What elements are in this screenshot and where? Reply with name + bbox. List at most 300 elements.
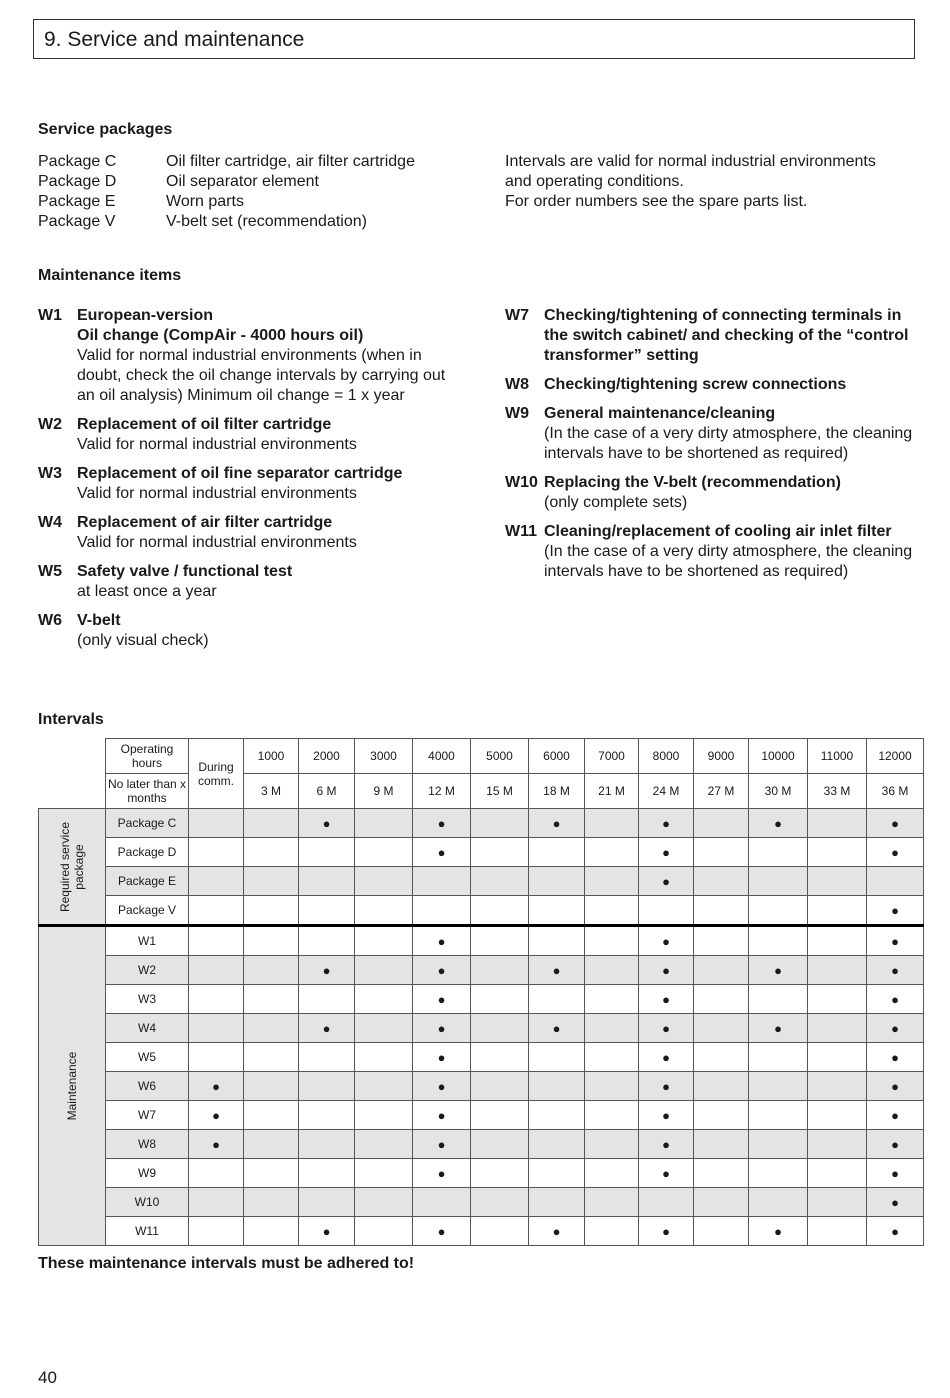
interval-cell (299, 896, 355, 926)
dot-icon: ● (662, 1020, 670, 1036)
interval-cell (244, 1188, 299, 1217)
interval-cell (585, 809, 639, 838)
dot-icon: ● (891, 1078, 899, 1094)
interval-mark (413, 1043, 471, 1072)
maintenance-item-code: W2 (38, 416, 62, 433)
interval-mark (413, 809, 471, 838)
header-months-value: 30 M (749, 774, 808, 809)
interval-cell (244, 867, 299, 896)
interval-cell (355, 1217, 413, 1246)
interval-mark (639, 926, 694, 956)
dot-icon: ● (662, 1223, 670, 1239)
interval-cell (694, 1014, 749, 1043)
interval-mark (639, 956, 694, 985)
interval-cell (694, 867, 749, 896)
interval-cell (471, 809, 529, 838)
interval-cell (471, 1043, 529, 1072)
interval-cell (355, 896, 413, 926)
dot-icon: ● (437, 1049, 446, 1065)
intervals-note (505, 152, 915, 212)
interval-cell (244, 926, 299, 956)
interval-mark (639, 809, 694, 838)
interval-mark (867, 926, 924, 956)
package-name: Package C (38, 153, 117, 170)
interval-cell (808, 896, 867, 926)
interval-mark (639, 838, 694, 867)
intervals-table (38, 738, 924, 1246)
interval-cell (585, 1188, 639, 1217)
interval-cell (299, 1188, 355, 1217)
interval-cell (585, 1217, 639, 1246)
maintenance-item-code: W11 (505, 523, 538, 540)
interval-cell (471, 1072, 529, 1101)
interval-cell (355, 1072, 413, 1101)
maintenance-item-body (77, 562, 448, 602)
dot-icon: ● (891, 1136, 899, 1152)
dot-icon: ● (774, 962, 782, 978)
interval-cell (808, 1043, 867, 1072)
dot-icon: ● (552, 1223, 561, 1239)
interval-mark (413, 838, 471, 867)
interval-cell (808, 926, 867, 956)
table-row (39, 1072, 924, 1101)
maintenance-item-w4 (38, 513, 448, 553)
interval-cell (471, 896, 529, 926)
maintenance-item-text: Valid for normal industrial environments (77, 436, 357, 453)
interval-mark (867, 838, 924, 867)
interval-mark (867, 1101, 924, 1130)
header-hours: 1000 (244, 739, 299, 774)
maintenance-item-title: Replacing the V-belt (recommendation) (544, 474, 841, 491)
interval-mark (867, 1072, 924, 1101)
page-number: 40 (38, 1368, 57, 1387)
interval-mark (867, 896, 924, 926)
interval-mark (867, 1130, 924, 1159)
table-row (39, 1130, 924, 1159)
dot-icon: ● (437, 933, 446, 949)
maintenance-item-text: (In the case of a very dirty atmosphere, the cleaning intervals have to be shortened as required) (544, 543, 913, 580)
interval-cell (189, 1159, 244, 1188)
maintenance-item-w2 (38, 415, 448, 455)
interval-cell (749, 867, 808, 896)
header-during-comm: During comm. (189, 739, 244, 809)
interval-mark (413, 926, 471, 956)
interval-mark (413, 1072, 471, 1101)
interval-cell (189, 838, 244, 867)
maintenance-item-body (77, 464, 448, 504)
interval-cell (299, 867, 355, 896)
interval-cell (299, 1043, 355, 1072)
maintenance-item-text: Valid for normal industrial environments (77, 485, 357, 502)
note-line: For order numbers see the spare parts list. (505, 193, 808, 210)
interval-mark (867, 809, 924, 838)
maintenance-item-body (77, 415, 448, 455)
interval-cell (529, 896, 585, 926)
package-row (38, 192, 415, 212)
header-operating-hours: Operating hours (106, 739, 189, 774)
package-desc: Oil filter cartridge, air filter cartridge (166, 153, 415, 170)
interval-cell (471, 1101, 529, 1130)
maintenance-item-body (544, 522, 915, 582)
package-row (38, 212, 415, 232)
interval-cell (189, 1043, 244, 1072)
page-header (33, 19, 915, 59)
maintenance-items-heading: Maintenance items (38, 267, 182, 284)
interval-mark (639, 1014, 694, 1043)
dot-icon: ● (437, 962, 446, 978)
interval-cell (529, 1101, 585, 1130)
interval-cell (808, 809, 867, 838)
dot-icon: ● (212, 1078, 220, 1094)
interval-mark (867, 1188, 924, 1217)
page-title: 9. Service and maintenance (44, 28, 305, 51)
interval-mark (639, 985, 694, 1014)
dot-icon: ● (662, 933, 670, 949)
row-label: W8 (106, 1130, 189, 1159)
interval-mark (749, 956, 808, 985)
header-months-value: 21 M (585, 774, 639, 809)
row-label: W1 (106, 926, 189, 956)
required-service-package-group (39, 809, 106, 926)
dot-icon: ● (891, 933, 899, 949)
interval-cell (355, 809, 413, 838)
interval-cell (694, 809, 749, 838)
interval-cell (639, 896, 694, 926)
dot-icon: ● (437, 991, 446, 1007)
dot-icon: ● (662, 844, 670, 860)
interval-cell (529, 1159, 585, 1188)
dot-icon: ● (437, 1165, 446, 1181)
interval-cell (749, 1159, 808, 1188)
header-months-value: 24 M (639, 774, 694, 809)
interval-cell (355, 867, 413, 896)
header-months-value: 9 M (355, 774, 413, 809)
interval-cell (244, 1043, 299, 1072)
interval-cell (808, 1130, 867, 1159)
table-header-row (39, 739, 924, 774)
interval-mark (867, 1043, 924, 1072)
header-hours: 4000 (413, 739, 471, 774)
table-row (39, 896, 924, 926)
interval-cell (639, 1188, 694, 1217)
interval-cell (529, 1130, 585, 1159)
interval-cell (471, 1217, 529, 1246)
dot-icon: ● (662, 1049, 670, 1065)
interval-cell (189, 867, 244, 896)
dot-icon: ● (662, 1107, 670, 1123)
interval-mark (639, 1101, 694, 1130)
interval-cell (694, 1188, 749, 1217)
interval-mark (529, 1217, 585, 1246)
maintenance-item-w11 (505, 522, 915, 582)
interval-cell (808, 985, 867, 1014)
interval-cell (189, 896, 244, 926)
interval-mark (639, 1217, 694, 1246)
maintenance-item-w7 (505, 306, 915, 366)
interval-cell (299, 1072, 355, 1101)
interval-mark (749, 1217, 808, 1246)
table-row (39, 809, 924, 838)
interval-cell (413, 867, 471, 896)
package-name: Package E (38, 193, 116, 210)
dot-icon: ● (212, 1107, 220, 1123)
interval-mark (867, 1159, 924, 1188)
dot-icon: ● (322, 1223, 331, 1239)
interval-cell (189, 1014, 244, 1043)
maintenance-item-w8 (505, 375, 915, 395)
header-hours: 6000 (529, 739, 585, 774)
interval-cell (355, 838, 413, 867)
maintenance-item-code: W5 (38, 563, 62, 580)
maintenance-item-code: W10 (505, 474, 538, 491)
maintenance-item-w5 (38, 562, 448, 602)
interval-cell (694, 838, 749, 867)
interval-cell (585, 838, 639, 867)
interval-cell (244, 809, 299, 838)
maintenance-item-title: Checking/tightening of connecting terminals in the switch cabinet/ and checking of the “control transformer” setting (544, 307, 909, 364)
maintenance-item-body (77, 306, 448, 406)
header-hours: 8000 (639, 739, 694, 774)
interval-cell (749, 896, 808, 926)
dot-icon: ● (662, 991, 670, 1007)
interval-cell (749, 1130, 808, 1159)
dot-icon: ● (437, 1107, 446, 1123)
interval-mark (299, 1014, 355, 1043)
interval-cell (355, 1014, 413, 1043)
interval-mark (867, 985, 924, 1014)
maintenance-item-w3 (38, 464, 448, 504)
interval-cell (244, 1101, 299, 1130)
interval-cell (694, 896, 749, 926)
interval-cell (471, 1130, 529, 1159)
interval-cell (299, 985, 355, 1014)
dot-icon: ● (437, 1136, 446, 1152)
header-months-value: 33 M (808, 774, 867, 809)
dot-icon: ● (437, 1078, 446, 1094)
maintenance-item-text: (In the case of a very dirty atmosphere, the cleaning intervals have to be shortened as required) (544, 425, 913, 462)
table-corner (39, 739, 106, 809)
interval-cell (471, 956, 529, 985)
package-row (38, 152, 415, 172)
dot-icon: ● (891, 962, 899, 978)
interval-cell (189, 956, 244, 985)
interval-cell (529, 926, 585, 956)
interval-cell (529, 985, 585, 1014)
table-row (39, 926, 924, 956)
row-label: W4 (106, 1014, 189, 1043)
interval-mark (749, 809, 808, 838)
row-label: W3 (106, 985, 189, 1014)
header-months-value: 36 M (867, 774, 924, 809)
maintenance-item-body (544, 404, 915, 464)
header-months: No later than x months (106, 774, 189, 809)
interval-cell (694, 1130, 749, 1159)
dot-icon: ● (891, 1107, 899, 1123)
maintenance-group (39, 926, 106, 1246)
maintenance-item-w10 (505, 473, 915, 513)
interval-mark (639, 867, 694, 896)
maintenance-item-w1 (38, 306, 448, 406)
table-row (39, 867, 924, 896)
interval-cell (355, 1130, 413, 1159)
header-hours: 2000 (299, 739, 355, 774)
interval-mark (413, 1130, 471, 1159)
header-months-value: 12 M (413, 774, 471, 809)
interval-mark (189, 1130, 244, 1159)
interval-mark (413, 985, 471, 1014)
maintenance-item-title: European-version (77, 307, 214, 324)
interval-mark (529, 956, 585, 985)
interval-mark (413, 956, 471, 985)
dot-icon: ● (774, 1020, 782, 1036)
interval-cell (244, 956, 299, 985)
row-label: W10 (106, 1188, 189, 1217)
header-hours: 9000 (694, 739, 749, 774)
interval-cell (189, 926, 244, 956)
dot-icon: ● (322, 962, 331, 978)
interval-cell (529, 1188, 585, 1217)
dot-icon: ● (891, 815, 899, 831)
interval-cell (244, 838, 299, 867)
service-packages-list (38, 152, 415, 232)
row-label: W5 (106, 1043, 189, 1072)
dot-icon: ● (662, 873, 670, 889)
interval-mark (413, 1014, 471, 1043)
header-months-value: 18 M (529, 774, 585, 809)
maintenance-item-code: W1 (38, 307, 62, 324)
table-row (39, 1043, 924, 1072)
interval-cell (694, 1101, 749, 1130)
header-hours: 3000 (355, 739, 413, 774)
header-hours: 10000 (749, 739, 808, 774)
interval-cell (585, 956, 639, 985)
table-row (39, 1217, 924, 1246)
maintenance-item-title: Replacement of air filter cartridge (77, 514, 333, 531)
interval-mark (189, 1072, 244, 1101)
maintenance-item-code: W8 (505, 376, 529, 393)
maintenance-items-right (505, 306, 915, 591)
table-row (39, 985, 924, 1014)
interval-cell (355, 1188, 413, 1217)
interval-cell (355, 1043, 413, 1072)
interval-cell (529, 838, 585, 867)
interval-mark (867, 956, 924, 985)
interval-cell (299, 926, 355, 956)
interval-cell (244, 1159, 299, 1188)
interval-cell (299, 1130, 355, 1159)
maintenance-item-title: V-belt (77, 612, 121, 629)
maintenance-items-left (38, 306, 448, 660)
maintenance-item-body (77, 513, 448, 553)
interval-cell (471, 926, 529, 956)
interval-cell (189, 985, 244, 1014)
interval-cell (749, 1043, 808, 1072)
dot-icon: ● (662, 962, 670, 978)
interval-cell (585, 1159, 639, 1188)
service-packages-heading: Service packages (38, 121, 173, 138)
maintenance-item-text: (only visual check) (77, 632, 209, 649)
interval-mark (749, 1014, 808, 1043)
interval-cell (749, 1101, 808, 1130)
interval-cell (585, 867, 639, 896)
table-row (39, 956, 924, 985)
intervals-footer-note: These maintenance intervals must be adhered to! (38, 1255, 415, 1272)
interval-mark (413, 1101, 471, 1130)
interval-cell (299, 1101, 355, 1130)
interval-cell (585, 1043, 639, 1072)
interval-cell (808, 1217, 867, 1246)
package-name: Package V (38, 213, 116, 230)
interval-cell (189, 1217, 244, 1246)
interval-mark (413, 1159, 471, 1188)
interval-cell (585, 1130, 639, 1159)
interval-cell (749, 926, 808, 956)
dot-icon: ● (437, 815, 446, 831)
interval-cell (189, 809, 244, 838)
interval-cell (749, 1072, 808, 1101)
interval-cell (808, 1188, 867, 1217)
maintenance-item-code: W6 (38, 612, 62, 629)
maintenance-item-title: Cleaning/replacement of cooling air inlet filter (544, 523, 892, 540)
interval-cell (413, 1188, 471, 1217)
row-label: W6 (106, 1072, 189, 1101)
interval-mark (299, 956, 355, 985)
maintenance-item-w9 (505, 404, 915, 464)
interval-cell (355, 985, 413, 1014)
header-hours: 12000 (867, 739, 924, 774)
interval-cell (299, 1159, 355, 1188)
maintenance-item-text: (only complete sets) (544, 494, 688, 511)
header-hours: 11000 (808, 739, 867, 774)
interval-mark (639, 1130, 694, 1159)
maintenance-item-body (77, 611, 448, 651)
dot-icon: ● (891, 844, 899, 860)
table-row (39, 838, 924, 867)
interval-cell (471, 1159, 529, 1188)
interval-mark (189, 1101, 244, 1130)
dot-icon: ● (552, 1020, 561, 1036)
maintenance-item-title: Safety valve / functional test (77, 563, 293, 580)
interval-mark (529, 1014, 585, 1043)
interval-mark (299, 809, 355, 838)
maintenance-item-body (544, 473, 915, 513)
required-service-package-group-label: Required service package (58, 821, 86, 912)
interval-mark (639, 1072, 694, 1101)
interval-cell (471, 1014, 529, 1043)
interval-cell (808, 867, 867, 896)
dot-icon: ● (662, 815, 670, 831)
interval-cell (585, 896, 639, 926)
maintenance-item-text: Valid for normal industrial environments (77, 534, 357, 551)
header-months-value: 27 M (694, 774, 749, 809)
interval-mark (413, 1217, 471, 1246)
interval-cell (413, 896, 471, 926)
interval-cell (749, 838, 808, 867)
dot-icon: ● (891, 1049, 899, 1065)
interval-cell (749, 985, 808, 1014)
note-line: Intervals are valid for normal industrial environments (505, 153, 876, 170)
interval-cell (808, 1072, 867, 1101)
row-label: Package E (106, 867, 189, 896)
note-line: and operating conditions. (505, 173, 684, 190)
dot-icon: ● (662, 1165, 670, 1181)
interval-mark (639, 1043, 694, 1072)
dot-icon: ● (437, 1223, 446, 1239)
header-months-value: 6 M (299, 774, 355, 809)
interval-cell (694, 1072, 749, 1101)
interval-cell (189, 1188, 244, 1217)
row-label: W2 (106, 956, 189, 985)
